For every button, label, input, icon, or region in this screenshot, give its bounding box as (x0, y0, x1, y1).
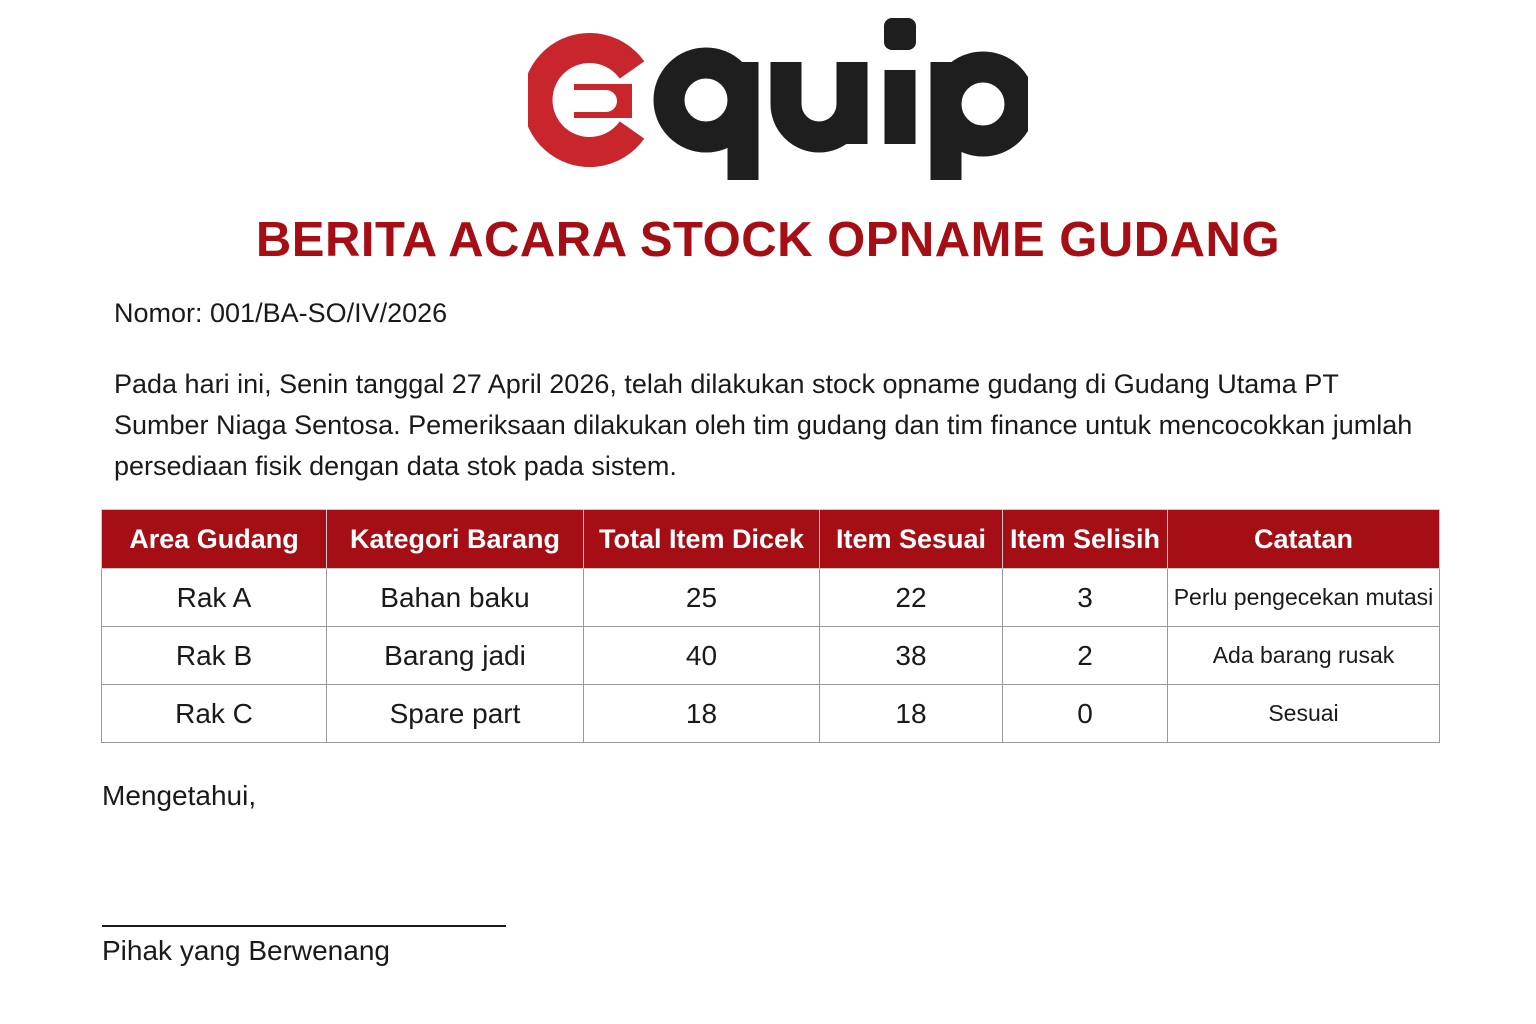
header-item-selisih: Item Selisih (1003, 510, 1168, 569)
cell-sesuai: 38 (820, 627, 1003, 685)
cell-area: Rak A (102, 569, 327, 627)
logo-i-dot (884, 18, 916, 50)
cell-sesuai: 22 (820, 569, 1003, 627)
logo-wordmark (669, 62, 1020, 180)
stock-opname-table (101, 509, 1440, 743)
cell-total: 40 (584, 627, 820, 685)
table-row (102, 569, 1440, 627)
cell-kategori: Spare part (327, 685, 584, 743)
document-number: Nomor: 001/BA-SO/IV/2026 (114, 298, 448, 328)
cell-catatan: Perlu pengecekan mutasi (1168, 569, 1440, 627)
cell-catatan: Sesuai (1168, 685, 1440, 743)
logo-e-mark (538, 48, 632, 152)
cell-sesuai: 18 (820, 685, 1003, 743)
cell-area: Rak B (102, 627, 327, 685)
cell-total: 25 (584, 569, 820, 627)
cell-kategori: Bahan baku (327, 569, 584, 627)
header-kategori-barang: Kategori Barang (327, 510, 584, 569)
table-row (102, 627, 1440, 685)
cell-total: 18 (584, 685, 820, 743)
acknowledge-label: Mengetahui, (102, 780, 257, 811)
cell-area: Rak C (102, 685, 327, 743)
header-catatan: Catatan (1168, 510, 1440, 569)
intro-paragraph: Pada hari ini, Senin tanggal 27 April 2026, telah dilakukan stock opname gudang di Gudang Utama PT Sumber Niaga Sentosa. Pemeriksaan dilakukan oleh tim gudang dan tim finance untuk mencocokkan jumlah persediaan fisik dengan data stok pada sistem. (114, 369, 1413, 481)
cell-kategori: Barang jadi (327, 627, 584, 685)
cell-selisih: 2 (1003, 627, 1168, 685)
table-header-row (102, 510, 1440, 569)
equip-logo (528, 18, 1028, 186)
table-row (102, 685, 1440, 743)
header-area-gudang: Area Gudang (102, 510, 327, 569)
cell-selisih: 3 (1003, 569, 1168, 627)
document-title: BERITA ACARA STOCK OPNAME GUDANG (255, 213, 1281, 267)
header-item-sesuai: Item Sesuai (820, 510, 1003, 569)
cell-catatan: Ada barang rusak (1168, 627, 1440, 685)
header-total-item-dicek: Total Item Dicek (584, 510, 820, 569)
cell-selisih: 0 (1003, 685, 1168, 743)
signature-line (102, 925, 506, 927)
signer-label: Pihak yang Berwenang (102, 935, 390, 966)
